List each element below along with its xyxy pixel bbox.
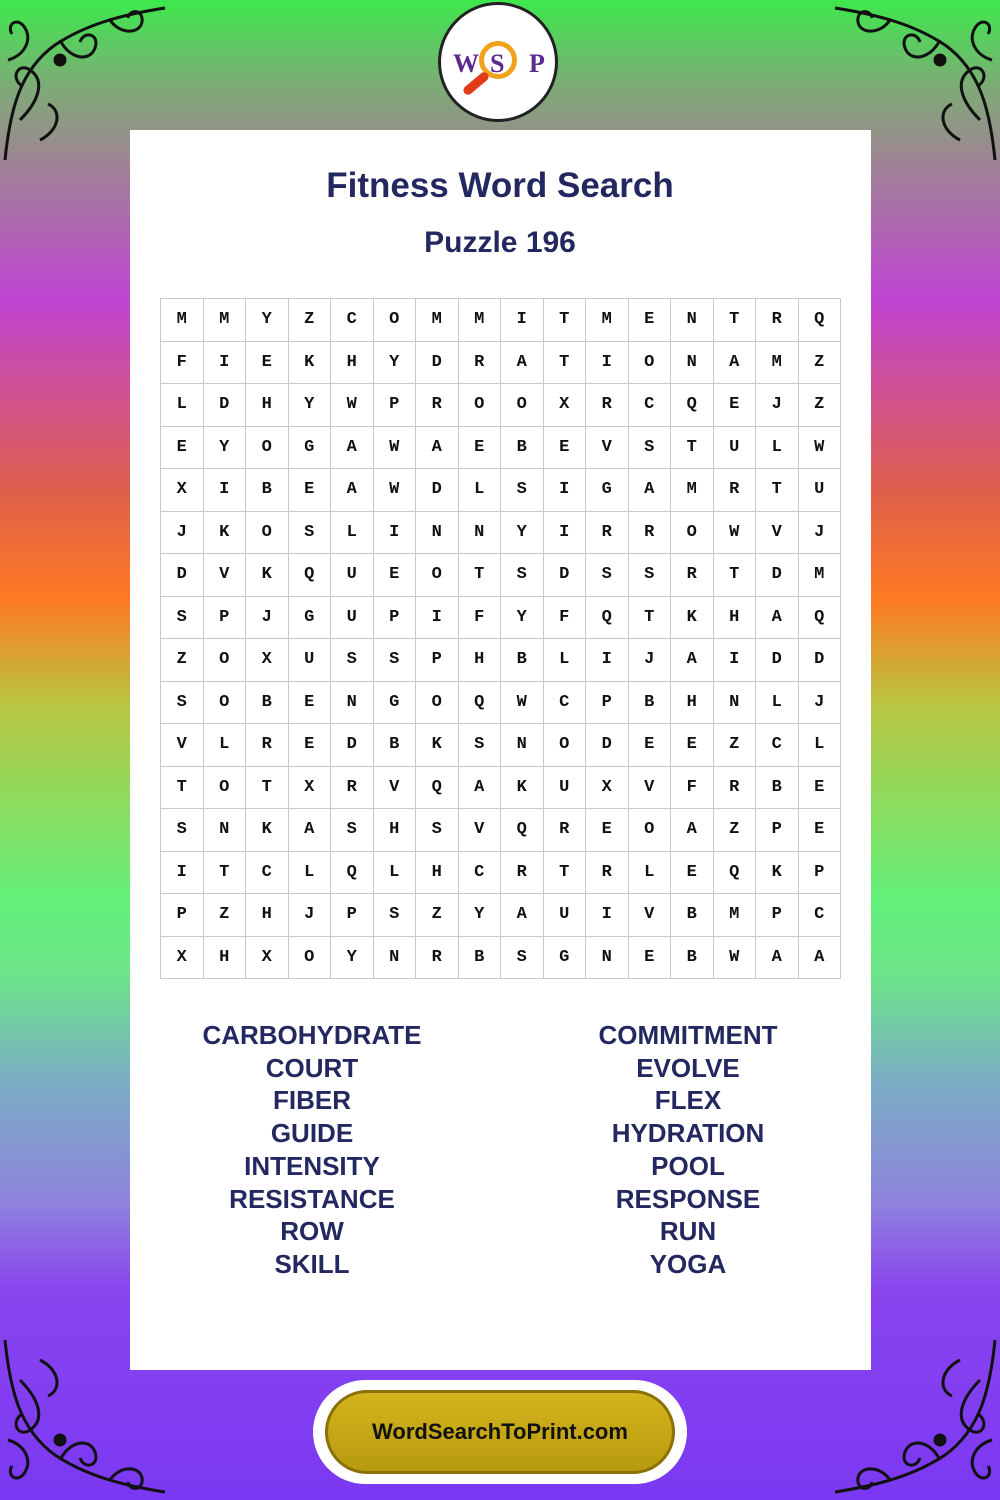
grid-cell[interactable]: T [714, 299, 757, 342]
grid-cell[interactable]: N [416, 512, 459, 555]
grid-cell[interactable]: D [331, 724, 374, 767]
grid-cell[interactable]: Z [714, 809, 757, 852]
grid-cell[interactable]: T [629, 597, 672, 640]
grid-cell[interactable]: X [246, 639, 289, 682]
grid-cell[interactable]: H [374, 809, 417, 852]
grid-cell[interactable]: E [629, 724, 672, 767]
grid-cell[interactable]: S [586, 554, 629, 597]
grid-cell[interactable]: I [204, 469, 247, 512]
grid-cell[interactable]: N [714, 682, 757, 725]
grid-cell[interactable]: E [629, 299, 672, 342]
grid-cell[interactable]: Y [246, 299, 289, 342]
grid-cell[interactable]: R [586, 852, 629, 895]
grid-cell[interactable]: E [289, 682, 332, 725]
grid-cell[interactable]: N [586, 937, 629, 980]
grid-cell[interactable]: H [714, 597, 757, 640]
grid-cell[interactable]: S [501, 937, 544, 980]
grid-cell[interactable]: B [671, 937, 714, 980]
grid-cell[interactable]: O [544, 724, 587, 767]
grid-cell[interactable]: T [671, 427, 714, 470]
grid-cell[interactable]: E [671, 724, 714, 767]
grid-cell[interactable]: C [246, 852, 289, 895]
grid-cell[interactable]: S [374, 639, 417, 682]
grid-cell[interactable]: Q [671, 384, 714, 427]
grid-cell[interactable]: E [629, 937, 672, 980]
grid-cell[interactable]: X [544, 384, 587, 427]
grid-cell[interactable]: J [799, 512, 842, 555]
grid-cell[interactable]: J [289, 894, 332, 937]
grid-cell[interactable]: F [161, 342, 204, 385]
word-item: GUIDE [270, 1118, 354, 1149]
grid-cell[interactable]: Y [204, 427, 247, 470]
grid-cell[interactable]: K [416, 724, 459, 767]
grid-cell[interactable]: P [799, 852, 842, 895]
grid-cell[interactable]: D [161, 554, 204, 597]
grid-cell[interactable]: R [586, 512, 629, 555]
grid-cell[interactable]: C [799, 894, 842, 937]
grid-cell[interactable]: E [799, 767, 842, 810]
grid-cell[interactable]: H [204, 937, 247, 980]
grid-cell[interactable]: R [246, 724, 289, 767]
grid-cell[interactable]: A [501, 894, 544, 937]
grid-cell[interactable]: O [289, 937, 332, 980]
grid-cell[interactable]: M [714, 894, 757, 937]
grid-cell[interactable]: I [586, 639, 629, 682]
grid-cell[interactable]: R [416, 384, 459, 427]
word-item: COMMITMENT [598, 1020, 778, 1050]
word-item: POOL [651, 1150, 725, 1181]
page-title: Fitness Word Search [326, 166, 674, 205]
grid-cell[interactable]: B [374, 724, 417, 767]
grid-cell[interactable]: K [501, 767, 544, 810]
grid-cell[interactable]: O [246, 512, 289, 555]
grid-cell[interactable]: O [501, 384, 544, 427]
grid-cell[interactable]: E [714, 384, 757, 427]
grid-cell[interactable]: D [586, 724, 629, 767]
grid-cell[interactable]: S [161, 682, 204, 725]
grid-cell[interactable]: O [416, 682, 459, 725]
grid-cell[interactable]: A [671, 639, 714, 682]
logo-letter-s: S [490, 49, 505, 78]
grid-cell[interactable]: O [671, 512, 714, 555]
grid-cell[interactable]: N [374, 937, 417, 980]
grid-cell[interactable]: Q [331, 852, 374, 895]
grid-cell[interactable]: F [459, 597, 502, 640]
grid-cell[interactable]: L [799, 724, 842, 767]
grid-cell[interactable]: L [459, 469, 502, 512]
grid-cell[interactable]: L [161, 384, 204, 427]
grid-cell[interactable]: K [246, 554, 289, 597]
grid-cell[interactable]: T [544, 299, 587, 342]
grid-cell[interactable]: O [246, 427, 289, 470]
grid-cell[interactable]: A [459, 767, 502, 810]
grid-cell[interactable]: B [756, 767, 799, 810]
grid-cell[interactable]: L [331, 512, 374, 555]
grid-cell[interactable]: W [374, 427, 417, 470]
grid-cell[interactable]: H [246, 894, 289, 937]
grid-cell[interactable]: C [331, 299, 374, 342]
grid-cell[interactable]: D [416, 469, 459, 512]
grid-cell[interactable]: W [374, 469, 417, 512]
grid-cell[interactable]: S [161, 809, 204, 852]
grid-cell[interactable]: L [756, 427, 799, 470]
grid-cell[interactable]: F [671, 767, 714, 810]
grid-cell[interactable]: H [246, 384, 289, 427]
grid-cell[interactable]: J [629, 639, 672, 682]
grid-cell[interactable]: P [374, 384, 417, 427]
grid-cell[interactable]: G [289, 427, 332, 470]
grid-cell[interactable]: S [289, 512, 332, 555]
grid-cell[interactable]: N [331, 682, 374, 725]
grid-cell[interactable]: E [459, 427, 502, 470]
grid-cell[interactable]: E [799, 809, 842, 852]
grid-cell[interactable]: X [586, 767, 629, 810]
grid-cell[interactable]: O [374, 299, 417, 342]
grid-cell[interactable]: E [161, 427, 204, 470]
grid-cell[interactable]: R [331, 767, 374, 810]
grid-cell[interactable]: O [416, 554, 459, 597]
grid-cell[interactable]: L [629, 852, 672, 895]
word-item: COURT [265, 1052, 359, 1083]
grid-cell[interactable]: G [374, 682, 417, 725]
grid-cell[interactable]: Z [204, 894, 247, 937]
grid-cell[interactable]: A [331, 427, 374, 470]
grid-cell[interactable]: Y [331, 937, 374, 980]
word-item: YOGA [649, 1248, 727, 1279]
grid-cell[interactable]: P [416, 639, 459, 682]
grid-cell[interactable]: V [374, 767, 417, 810]
grid-cell[interactable]: G [289, 597, 332, 640]
grid-cell[interactable]: C [629, 384, 672, 427]
grid-cell[interactable]: T [246, 767, 289, 810]
grid-cell[interactable]: A [714, 342, 757, 385]
word-item: FLEX [654, 1085, 722, 1116]
grid-cell[interactable]: S [161, 597, 204, 640]
grid-cell[interactable]: E [544, 427, 587, 470]
grid-cell[interactable]: R [544, 809, 587, 852]
grid-cell[interactable]: N [501, 724, 544, 767]
grid-cell[interactable]: B [671, 894, 714, 937]
grid-cell[interactable]: Z [714, 724, 757, 767]
grid-cell[interactable]: A [629, 469, 672, 512]
grid-cell[interactable]: J [756, 384, 799, 427]
grid-cell[interactable]: E [586, 809, 629, 852]
grid-cell[interactable]: M [586, 299, 629, 342]
grid-cell[interactable]: J [799, 682, 842, 725]
grid-cell[interactable]: G [544, 937, 587, 980]
logo-letter-p: P [529, 49, 545, 78]
grid-cell[interactable]: R [501, 852, 544, 895]
grid-cell[interactable]: J [161, 512, 204, 555]
word-list-right [538, 1019, 838, 1281]
grid-cell[interactable]: N [459, 512, 502, 555]
grid-cell[interactable]: T [459, 554, 502, 597]
grid-cell[interactable]: Z [161, 639, 204, 682]
grid-cell[interactable]: L [544, 639, 587, 682]
grid-cell[interactable]: C [756, 724, 799, 767]
grid-cell[interactable]: X [161, 937, 204, 980]
grid-cell[interactable]: B [246, 469, 289, 512]
grid-cell[interactable]: O [204, 682, 247, 725]
grid-cell[interactable]: U [289, 639, 332, 682]
grid-cell[interactable]: Z [289, 299, 332, 342]
grid-cell[interactable]: D [756, 639, 799, 682]
grid-cell[interactable]: U [331, 554, 374, 597]
grid-cell[interactable]: C [544, 682, 587, 725]
grid-cell[interactable]: A [799, 937, 842, 980]
grid-cell[interactable]: F [544, 597, 587, 640]
grid-cell[interactable]: R [586, 384, 629, 427]
grid-cell[interactable]: N [671, 342, 714, 385]
grid-cell[interactable]: Q [799, 597, 842, 640]
grid-cell[interactable]: S [331, 639, 374, 682]
grid-cell[interactable]: W [331, 384, 374, 427]
grid-cell[interactable]: T [756, 469, 799, 512]
grid-cell[interactable]: T [204, 852, 247, 895]
grid-cell[interactable]: R [416, 937, 459, 980]
grid-cell[interactable]: I [544, 512, 587, 555]
grid-cell[interactable]: D [204, 384, 247, 427]
grid-cell[interactable]: B [459, 937, 502, 980]
grid-cell[interactable]: Y [289, 384, 332, 427]
grid-cell[interactable]: X [161, 469, 204, 512]
grid-cell[interactable]: R [714, 767, 757, 810]
grid-cell[interactable]: K [204, 512, 247, 555]
grid-cell[interactable]: Y [501, 512, 544, 555]
grid-cell[interactable]: E [246, 342, 289, 385]
grid-cell[interactable]: H [459, 639, 502, 682]
wsp-logo[interactable] [438, 2, 558, 122]
grid-cell[interactable]: B [629, 682, 672, 725]
grid-cell[interactable]: I [586, 894, 629, 937]
grid-cell[interactable]: I [586, 342, 629, 385]
website-link[interactable]: WordSearchToPrint.com [325, 1390, 675, 1474]
grid-cell[interactable]: J [246, 597, 289, 640]
grid-cell[interactable]: S [501, 554, 544, 597]
grid-cell[interactable]: T [544, 342, 587, 385]
grid-cell[interactable]: I [544, 469, 587, 512]
grid-cell[interactable]: V [629, 894, 672, 937]
grid-cell[interactable]: U [714, 427, 757, 470]
website-button[interactable] [313, 1380, 687, 1484]
grid-cell[interactable]: A [289, 809, 332, 852]
grid-cell[interactable]: P [756, 809, 799, 852]
word-item: RESPONSE [615, 1183, 761, 1214]
grid-cell[interactable]: Z [799, 384, 842, 427]
grid-cell[interactable]: T [161, 767, 204, 810]
grid-cell[interactable]: A [756, 937, 799, 980]
grid-cell[interactable]: Q [586, 597, 629, 640]
grid-cell[interactable]: I [161, 852, 204, 895]
grid-cell[interactable]: M [799, 554, 842, 597]
grid-cell[interactable]: I [416, 597, 459, 640]
grid-cell[interactable]: M [671, 469, 714, 512]
grid-cell[interactable]: M [204, 299, 247, 342]
grid-cell[interactable]: R [714, 469, 757, 512]
grid-cell[interactable]: P [756, 894, 799, 937]
grid-cell[interactable]: A [501, 342, 544, 385]
grid-cell[interactable]: H [671, 682, 714, 725]
grid-cell[interactable]: L [204, 724, 247, 767]
grid-cell[interactable]: A [671, 809, 714, 852]
word-item: INTENSITY [244, 1150, 380, 1181]
grid-cell[interactable]: E [671, 852, 714, 895]
grid-cell[interactable]: E [374, 554, 417, 597]
grid-cell[interactable]: A [331, 469, 374, 512]
grid-cell[interactable]: W [714, 937, 757, 980]
grid-cell[interactable]: W [714, 512, 757, 555]
grid-cell[interactable]: O [204, 767, 247, 810]
grid-cell[interactable]: E [289, 724, 332, 767]
grid-cell[interactable]: O [204, 639, 247, 682]
grid-cell[interactable]: W [799, 427, 842, 470]
grid-cell[interactable]: M [459, 299, 502, 342]
grid-cell[interactable]: Y [374, 342, 417, 385]
grid-cell[interactable]: A [416, 427, 459, 470]
grid-cell[interactable]: U [799, 469, 842, 512]
grid-cell[interactable]: U [544, 894, 587, 937]
word-item: FIBER [273, 1085, 351, 1116]
word-item: ROW [280, 1216, 344, 1247]
grid-cell[interactable]: K [289, 342, 332, 385]
grid-cell[interactable]: S [501, 469, 544, 512]
letter-grid [160, 298, 841, 979]
grid-cell[interactable]: S [374, 894, 417, 937]
word-item: SKILL [274, 1248, 350, 1279]
grid-cell[interactable]: Y [501, 597, 544, 640]
grid-cell[interactable]: V [756, 512, 799, 555]
grid-cell[interactable]: M [756, 342, 799, 385]
grid-cell[interactable]: L [289, 852, 332, 895]
grid-cell[interactable]: I [374, 512, 417, 555]
word-item: HYDRATION [611, 1118, 765, 1149]
grid-cell[interactable]: B [246, 682, 289, 725]
grid-cell[interactable]: B [501, 639, 544, 682]
grid-cell[interactable]: K [246, 809, 289, 852]
grid-cell[interactable]: D [416, 342, 459, 385]
grid-cell[interactable]: Q [416, 767, 459, 810]
word-item: RUN [659, 1216, 717, 1247]
grid-cell[interactable]: L [756, 682, 799, 725]
word-item: RESISTANCE [229, 1183, 395, 1214]
grid-cell[interactable]: T [544, 852, 587, 895]
grid-cell[interactable]: X [246, 937, 289, 980]
grid-cell[interactable]: S [459, 724, 502, 767]
grid-cell[interactable]: K [671, 597, 714, 640]
grid-cell[interactable]: R [459, 342, 502, 385]
grid-cell[interactable]: T [714, 554, 757, 597]
grid-cell[interactable]: O [459, 384, 502, 427]
grid-cell[interactable]: B [501, 427, 544, 470]
grid-cell[interactable]: I [714, 639, 757, 682]
grid-cell[interactable]: Q [289, 554, 332, 597]
grid-cell[interactable]: P [374, 597, 417, 640]
grid-cell[interactable]: V [459, 809, 502, 852]
grid-cell[interactable]: S [416, 809, 459, 852]
grid-cell[interactable]: V [161, 724, 204, 767]
logo-letter-w: W [453, 49, 479, 78]
grid-cell[interactable]: L [374, 852, 417, 895]
grid-cell[interactable]: V [586, 427, 629, 470]
grid-cell[interactable]: R [629, 512, 672, 555]
grid-cell[interactable]: C [459, 852, 502, 895]
grid-cell[interactable]: I [501, 299, 544, 342]
grid-cell[interactable]: G [586, 469, 629, 512]
grid-cell[interactable]: S [331, 809, 374, 852]
grid-cell[interactable]: O [629, 809, 672, 852]
grid-cell[interactable]: Q [501, 809, 544, 852]
grid-cell[interactable]: Z [416, 894, 459, 937]
grid-cell[interactable]: S [629, 554, 672, 597]
grid-cell[interactable]: I [204, 342, 247, 385]
grid-cell[interactable]: H [331, 342, 374, 385]
grid-cell[interactable]: K [756, 852, 799, 895]
grid-cell[interactable]: E [289, 469, 332, 512]
grid-cell[interactable]: O [629, 342, 672, 385]
grid-cell[interactable]: P [331, 894, 374, 937]
grid-cell[interactable]: D [756, 554, 799, 597]
word-list-left [162, 1019, 462, 1281]
grid-cell[interactable]: V [204, 554, 247, 597]
grid-cell[interactable]: R [756, 299, 799, 342]
grid-cell[interactable]: M [161, 299, 204, 342]
grid-cell[interactable]: M [416, 299, 459, 342]
grid-cell[interactable]: R [671, 554, 714, 597]
grid-cell[interactable]: H [416, 852, 459, 895]
grid-cell[interactable]: Y [459, 894, 502, 937]
grid-cell[interactable]: S [629, 427, 672, 470]
word-item: CARBOHYDRATE [202, 1020, 422, 1050]
grid-cell[interactable]: Q [799, 299, 842, 342]
grid-cell[interactable]: U [544, 767, 587, 810]
grid-cell[interactable]: Q [459, 682, 502, 725]
grid-cell[interactable]: V [629, 767, 672, 810]
grid-cell[interactable]: N [204, 809, 247, 852]
grid-cell[interactable]: P [586, 682, 629, 725]
grid-cell[interactable]: D [799, 639, 842, 682]
grid-cell[interactable]: N [671, 299, 714, 342]
grid-cell[interactable]: P [161, 894, 204, 937]
word-item: EVOLVE [636, 1052, 740, 1083]
grid-cell[interactable]: X [289, 767, 332, 810]
grid-cell[interactable]: P [204, 597, 247, 640]
grid-cell[interactable]: Z [799, 342, 842, 385]
puzzle-number: Puzzle 196 [424, 226, 576, 259]
grid-cell[interactable]: D [544, 554, 587, 597]
grid-cell[interactable]: W [501, 682, 544, 725]
grid-cell[interactable]: A [756, 597, 799, 640]
grid-cell[interactable]: U [331, 597, 374, 640]
grid-cell[interactable]: Q [714, 852, 757, 895]
